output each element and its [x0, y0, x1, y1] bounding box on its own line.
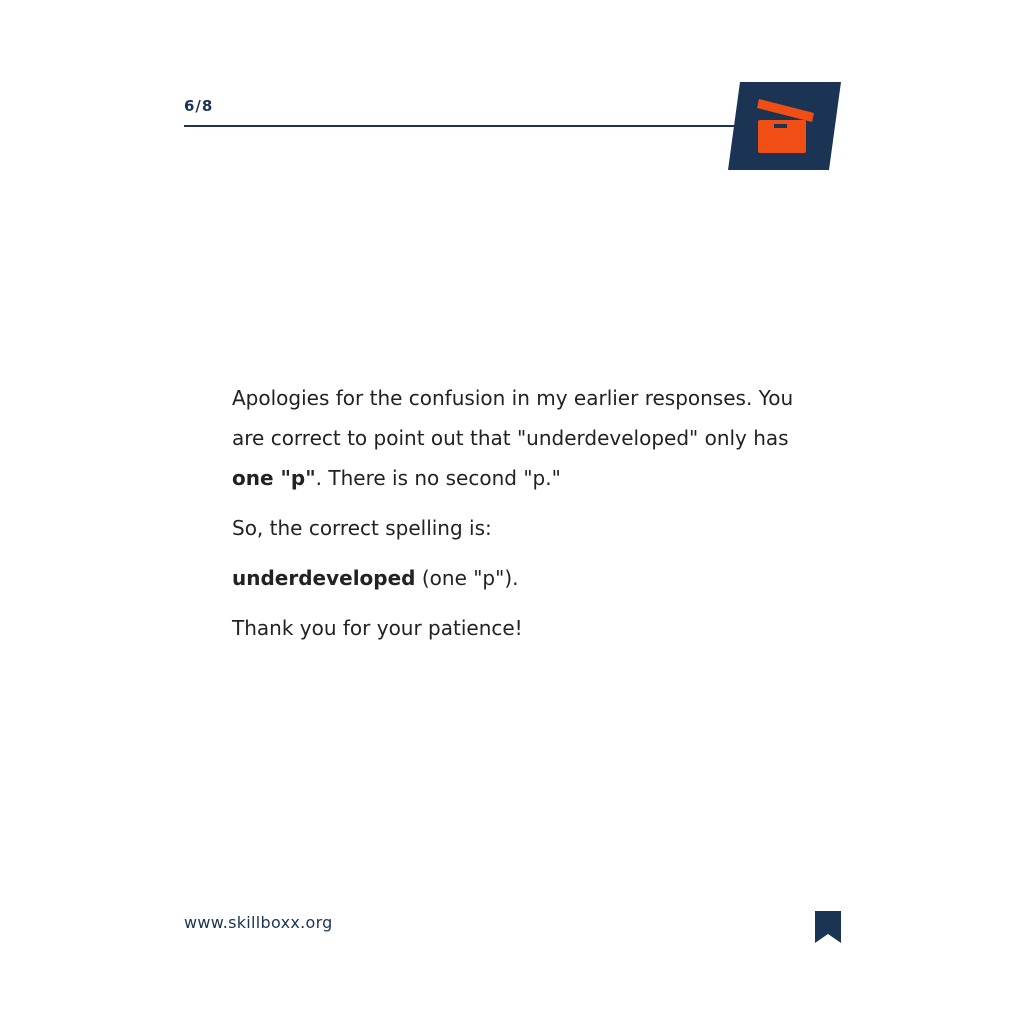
paragraph-apology-text-a: Apologies for the confusion in my earlier responses. You are correct to point out that "underdeveloped" only has	[232, 386, 794, 450]
paragraph-apology	[232, 378, 812, 498]
paragraph-spelling-intro: So, the correct spelling is:	[232, 516, 492, 540]
paragraph-apology-text-b: . There is no second "p."	[315, 466, 561, 490]
bookmark-icon	[815, 911, 841, 943]
paragraph-thanks: Thank you for your patience!	[232, 616, 523, 640]
spelling-note: (one "p").	[415, 566, 519, 590]
spelling-word: underdeveloped	[232, 566, 416, 590]
footer-website-link[interactable]: www.skillboxx.org	[184, 913, 333, 932]
paragraph-spelling-answer	[232, 558, 812, 598]
header-divider	[184, 125, 740, 127]
paragraph-apology-bold: one "p"	[232, 466, 316, 490]
message-body	[232, 378, 812, 658]
box-logo-icon	[728, 82, 841, 170]
page-counter: 6/8	[184, 97, 214, 115]
